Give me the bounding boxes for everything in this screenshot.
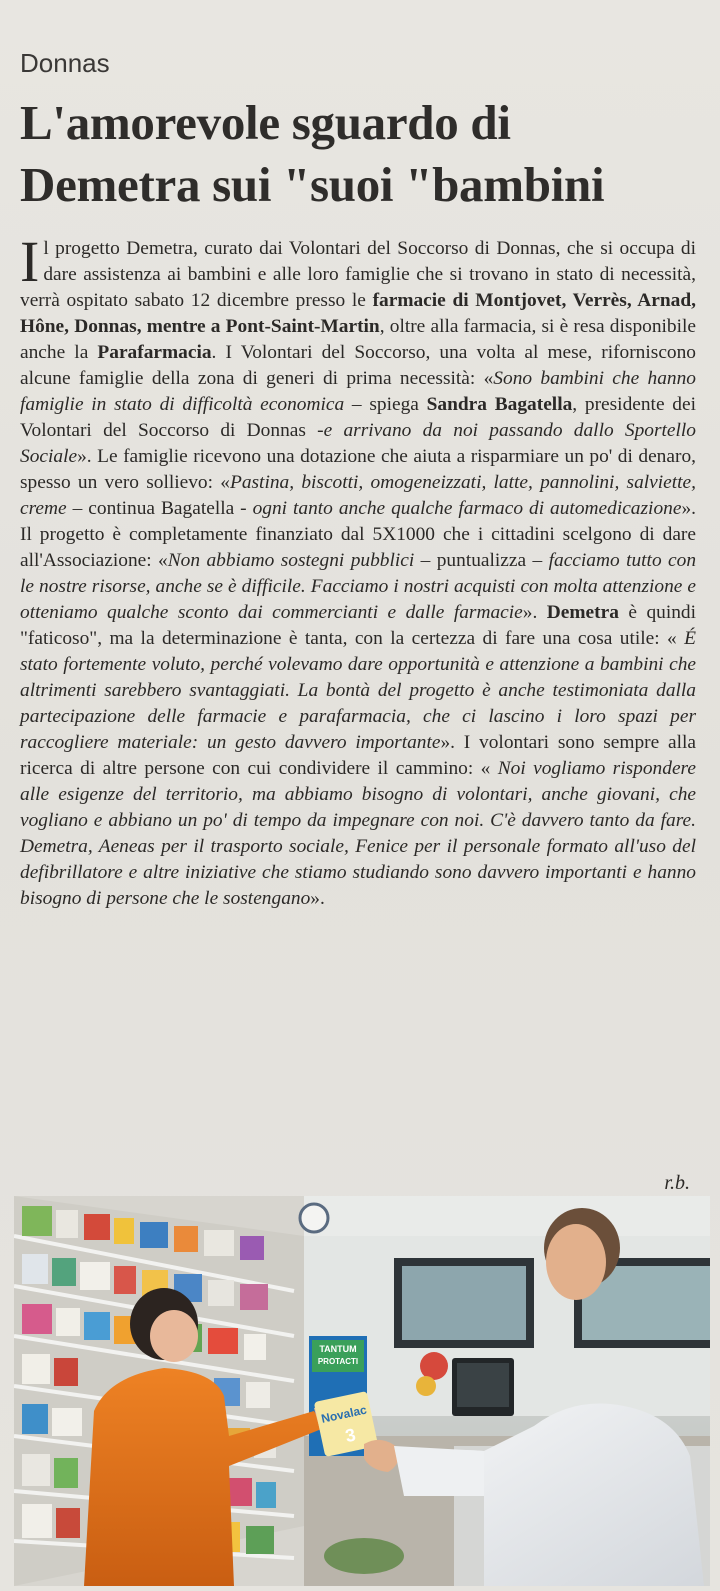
body-quote: -e arrivano da noi passando dallo Sportello Sociale xyxy=(20,420,696,467)
body-text: , oltre alla farmacia, si è resa disponibile anche la xyxy=(20,316,696,363)
body-bold: Sandra Bagatella xyxy=(426,394,573,415)
body-text: ». xyxy=(310,888,325,909)
body-text: ». xyxy=(522,602,547,623)
body-text: – spiega xyxy=(344,394,427,415)
body-quote: facciamo tutto con le nostre risorse, anche se è difficile. Facciamo i nostri acquisti con molta attenzione e otteniamo qualche sconto dai commercianti e dalle farmacie xyxy=(20,550,697,623)
body-bold: farmacie di Montjovet, Verrès, Arnad, Hône, Donnas, mentre a Pont-Saint-Martin xyxy=(20,290,697,337)
drop-cap: I xyxy=(20,229,40,294)
body-text: è quindi "faticoso", ma la determinazione è tanta, con la certezza di fare una cosa utile: « xyxy=(20,602,697,649)
body-text: ». Il progetto è completamente finanziato dal 5X1000 che i cittadini scelgono di dare all'Associazione: « xyxy=(20,498,696,571)
article-body xyxy=(20,229,697,912)
body-quote: Pastina, biscotti, omogeneizzati, latte, pannolini, salviette, creme xyxy=(20,472,696,519)
sign-line-1: TANTUM xyxy=(319,1344,357,1354)
product-number: 3 xyxy=(343,1424,358,1447)
body-text: ». Le famiglie ricevono una dotazione che aiuta a risparmiare un po' di denaro, spesso un vero sollievo: « xyxy=(20,446,696,493)
body-quote: Sono bambini che hanno famiglie in stato di difficoltà economica xyxy=(20,368,696,415)
pharmacy-photo-illustration xyxy=(14,1196,710,1586)
section-label: Donnas xyxy=(20,48,110,78)
body-text: – continua Bagatella - xyxy=(66,498,253,519)
product-label: Novalac xyxy=(319,1402,368,1426)
body-text: , presidente dei Volontari del Soccorso di Donnas xyxy=(20,394,696,441)
body-quote: Noi vogliamo rispondere alle esigenze del territorio, ma abbiamo bisogno di volontari, anche giovani, che vogliano e abbiano un po' di tempo da impegnare con noi. C'è davvero tanto da fare. Demetra, Aeneas per il trasporto sociale, Fenice per il personale formato all'uso del defibrillatore e altre iniziative che stiamo studiando sono davvero importanti e hanno bisogno di persone che le sostengano xyxy=(20,758,696,909)
byline: r.b. xyxy=(664,1172,690,1194)
body-quote: Non abbiamo sostegni pubblici xyxy=(167,550,415,571)
body-text: . I Volontari del Soccorso, una volta al mese, riforniscono alcune famiglie della zona di generi di prima necessità: « xyxy=(20,342,697,389)
headline xyxy=(20,92,710,216)
body-text: ». I volontari sono sempre alla ricerca di altre persone con cui condividere il cammino: « xyxy=(20,732,696,779)
body-quote: ogni tanto anche qualche farmaco di automedicazione xyxy=(252,498,682,519)
pharmacy-photo xyxy=(14,1196,710,1586)
headline-line-2: Demetra sui "suoi "bambini xyxy=(20,157,605,212)
body-bold: Demetra xyxy=(546,602,619,623)
body-quote: É stato fortemente voluto, perché volevamo dare opportunità e attenzione a bambini che altrimenti sarebbero svantaggiati. La bontà del progetto è anche testimoniata dalla partecipazione delle farmacie e parafarmacia, che ci lascino i loro spazi per raccogliere materiale: un gesto davvero importante xyxy=(20,628,696,753)
body-text: l progetto Demetra, curato dai Volontari del Soccorso di Donnas, che si occupa di dare assistenza ai bambini e alle loro famiglie che si trovano in stato di necessità, verrà ospitato sabato 12 dicembre presso le xyxy=(20,238,696,311)
sign-line-2: PROTACTI xyxy=(317,1357,359,1366)
headline-line-1: L'amorevole sguardo di xyxy=(20,95,511,150)
body-bold: Parafarmacia xyxy=(97,342,212,363)
body-text: – puntualizza – xyxy=(414,550,549,571)
